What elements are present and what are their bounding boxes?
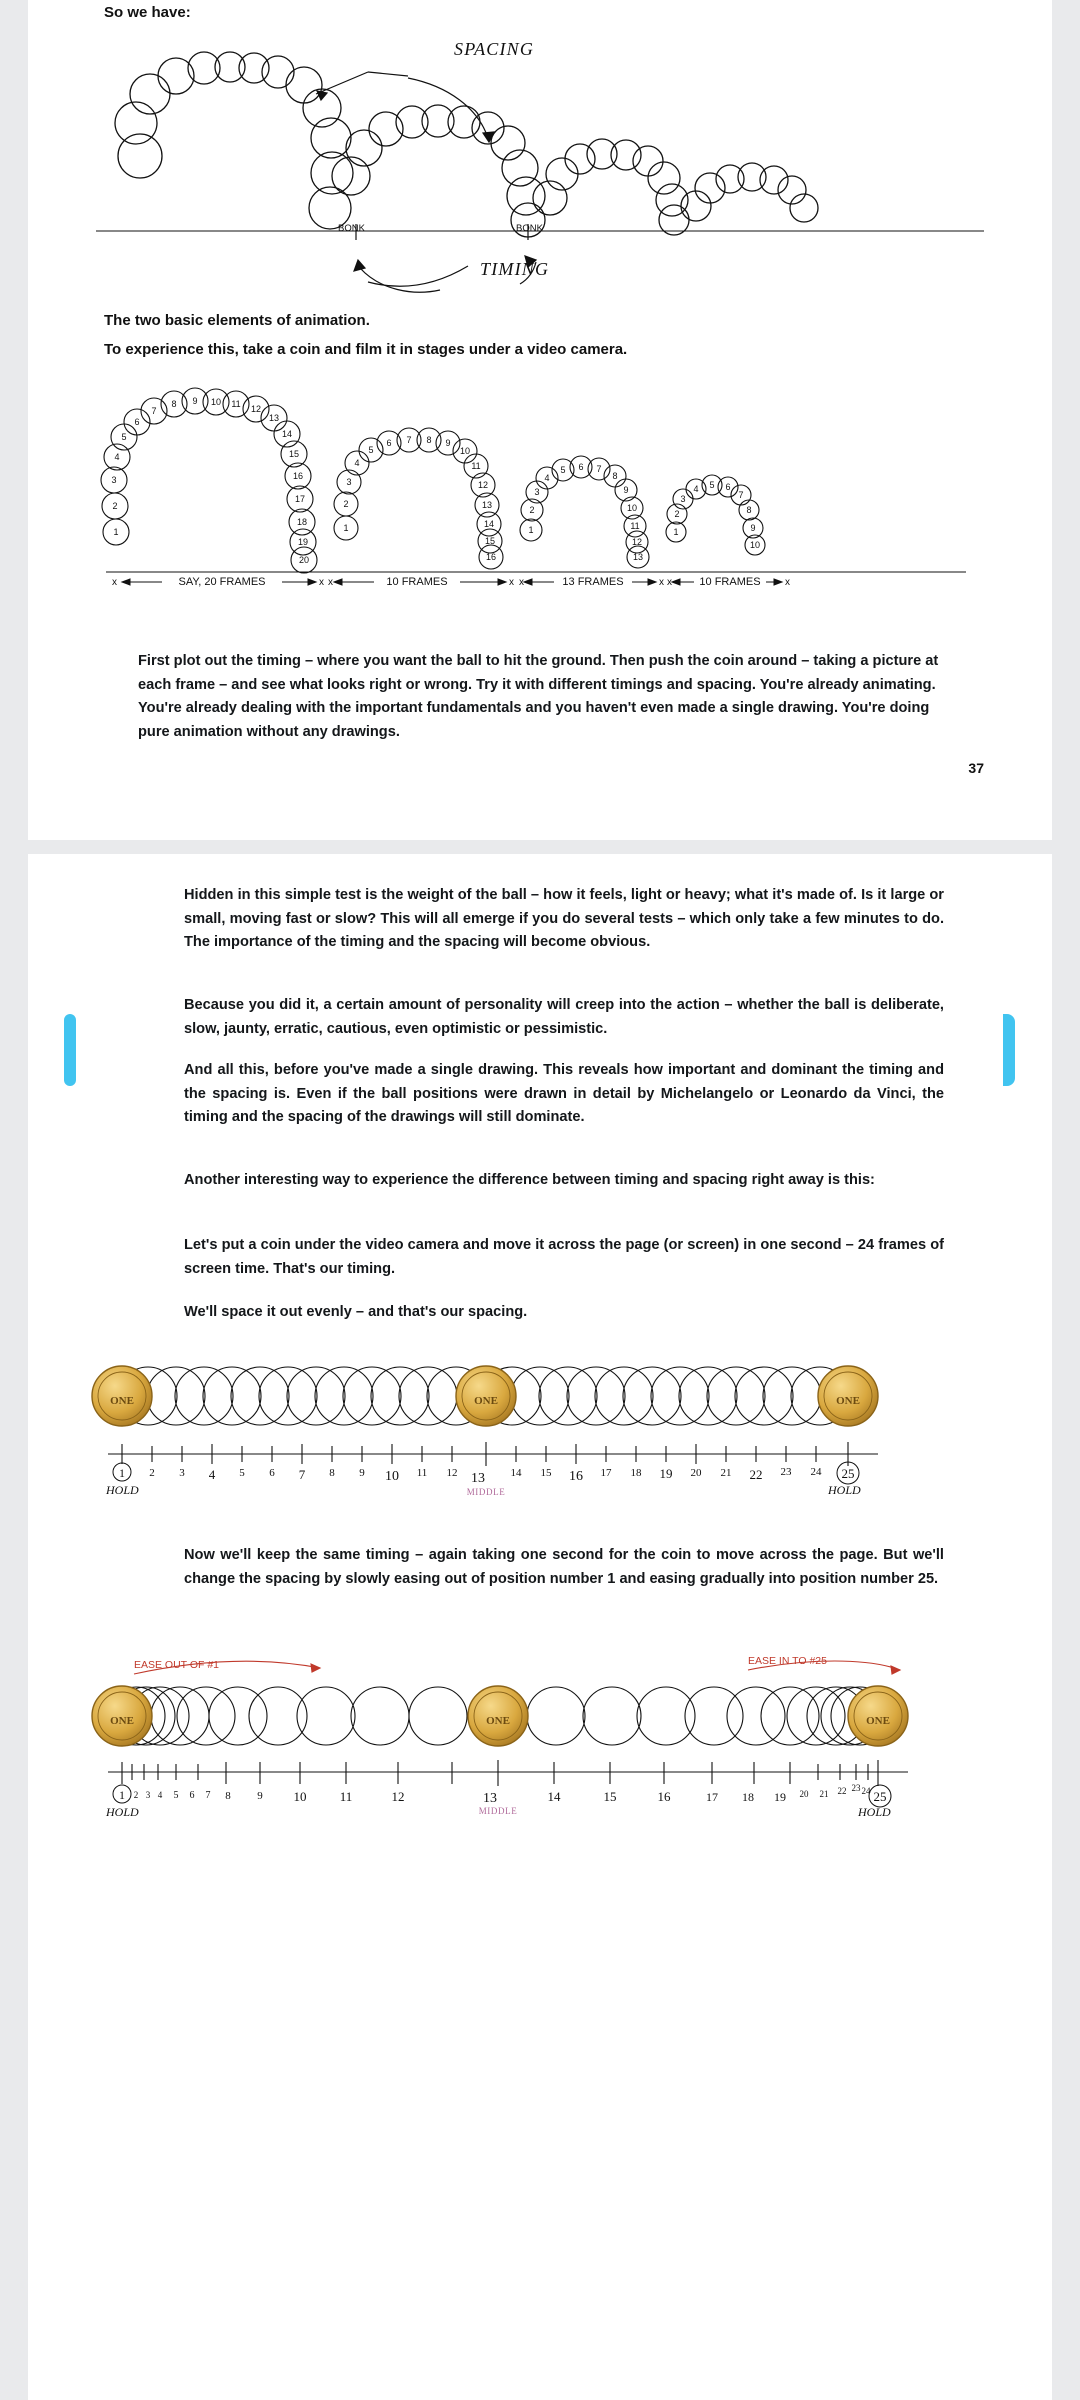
- svg-text:5: 5: [368, 445, 374, 455]
- highlight-bar-left: [64, 1014, 76, 1086]
- svg-text:1: 1: [113, 527, 119, 537]
- svg-text:9: 9: [257, 1790, 263, 1802]
- svg-text:7: 7: [596, 464, 602, 474]
- highlight-bar-right: [1003, 1014, 1015, 1086]
- svg-text:x: x: [319, 577, 324, 588]
- paragraph-5: Let's put a coin under the video camera and move it across the page (or screen) in one second – 24 frames of screen time. That's our timing.: [184, 1237, 944, 1277]
- figure-even-spacing: [88, 1352, 988, 1524]
- svg-text:21: 21: [819, 1789, 829, 1799]
- svg-text:1: 1: [673, 527, 679, 537]
- svg-text:9: 9: [445, 438, 451, 448]
- caption-coin-test: To experience this, take a coin and film it in stages under a video camera.: [104, 341, 628, 358]
- page1-body-text: First plot out the timing – where you want the ball to hit the ground. Then push the coin around – taking a picture at each frame – and see what looks right or wrong. Try it with different timings and spacing. You're already animating. You're already dealing with the important fundamentals and you haven't even made a single drawing. You're doing pure animation without any drawings.: [138, 653, 939, 740]
- svg-text:12: 12: [477, 480, 489, 490]
- svg-text:8: 8: [329, 1467, 335, 1479]
- svg-text:9: 9: [359, 1467, 365, 1479]
- svg-text:11: 11: [416, 1467, 428, 1479]
- svg-text:12: 12: [446, 1467, 458, 1479]
- svg-text:2: 2: [149, 1467, 155, 1479]
- page-number: 37: [968, 760, 984, 776]
- svg-text:6: 6: [725, 482, 731, 492]
- page-2: [28, 854, 1052, 2400]
- svg-text:12: 12: [250, 404, 262, 414]
- middle-number: 13: [471, 1471, 485, 1486]
- svg-text:20: 20: [799, 1789, 809, 1799]
- label-ease-out: EASE OUT OF #1: [134, 1659, 219, 1671]
- svg-text:15: 15: [603, 1789, 617, 1804]
- hold-right-label: HOLD: [828, 1483, 861, 1497]
- svg-text:6: 6: [386, 438, 392, 448]
- svg-text:15: 15: [540, 1467, 552, 1479]
- svg-text:5: 5: [121, 432, 127, 442]
- svg-text:ONE: ONE: [110, 1715, 134, 1727]
- svg-text:19: 19: [659, 1466, 673, 1481]
- svg-text:3: 3: [111, 475, 117, 485]
- svg-text:4: 4: [208, 1467, 216, 1482]
- svg-text:7: 7: [298, 1467, 306, 1482]
- svg-text:3: 3: [680, 494, 686, 504]
- middle-word-2: MIDDLE: [478, 1806, 518, 1816]
- svg-text:6: 6: [578, 462, 584, 472]
- hold-left-label-2: HOLD: [106, 1805, 139, 1819]
- svg-text:18: 18: [742, 1790, 754, 1804]
- label-spacing: SPACING: [454, 39, 535, 59]
- svg-text:4: 4: [354, 458, 360, 468]
- svg-text:1: 1: [119, 1788, 125, 1802]
- paragraph-2: Because you did it, a certain amount of personality will creep into the action – whether the ball is deliberate, slow, jaunty, erratic, cautious, even optimistic or pessimistic.: [184, 997, 944, 1037]
- svg-text:25: 25: [841, 1466, 855, 1481]
- middle-word: MIDDLE: [466, 1487, 506, 1497]
- span-label-1: SAY, 20 FRAMES: [178, 576, 266, 588]
- svg-text:16: 16: [485, 552, 497, 562]
- svg-text:4: 4: [693, 484, 699, 494]
- svg-text:9: 9: [623, 485, 629, 495]
- page-gap: [0, 840, 1080, 854]
- svg-text:23: 23: [780, 1466, 792, 1478]
- svg-text:1: 1: [119, 1466, 125, 1480]
- svg-text:15: 15: [484, 536, 496, 546]
- svg-text:14: 14: [547, 1789, 561, 1804]
- svg-text:3: 3: [179, 1467, 185, 1479]
- svg-text:4: 4: [157, 1790, 163, 1800]
- svg-text:x: x: [112, 577, 117, 588]
- svg-text:13: 13: [632, 552, 644, 562]
- svg-text:9: 9: [750, 523, 756, 533]
- svg-text:10: 10: [293, 1789, 307, 1804]
- svg-text:x: x: [519, 577, 524, 588]
- svg-text:16: 16: [292, 471, 304, 481]
- svg-text:10: 10: [210, 397, 222, 407]
- svg-text:2: 2: [112, 501, 118, 511]
- paragraph-3: And all this, before you've made a single drawing. This reveals how important and dominant the timing and the spacing is. Even if the ball positions were drawn in detail by Michelangelo or Leonardo da Vinci, the timing and the spacing of the drawings will still dominate.: [184, 1062, 944, 1126]
- hold-right-label-2: HOLD: [858, 1805, 891, 1819]
- svg-text:14: 14: [510, 1467, 522, 1479]
- svg-text:ONE: ONE: [110, 1395, 134, 1407]
- svg-text:19: 19: [297, 537, 309, 547]
- svg-text:x: x: [659, 577, 664, 588]
- svg-text:8: 8: [171, 399, 177, 409]
- span-label-4: 10 FRAMES: [699, 576, 761, 588]
- span-label-2: 10 FRAMES: [386, 576, 448, 588]
- svg-text:10: 10: [459, 446, 471, 456]
- svg-text:18: 18: [296, 517, 308, 527]
- svg-text:7: 7: [205, 1790, 211, 1801]
- svg-text:x: x: [509, 577, 514, 588]
- svg-text:x: x: [328, 577, 333, 588]
- label-timing: TIMING: [480, 259, 550, 279]
- page-1: [28, 0, 1052, 840]
- svg-text:2: 2: [529, 505, 535, 515]
- label-bonk-left: BONK: [338, 223, 365, 234]
- svg-text:ONE: ONE: [486, 1715, 510, 1727]
- svg-text:16: 16: [569, 1469, 583, 1484]
- svg-text:11: 11: [339, 1789, 353, 1804]
- svg-text:8: 8: [612, 471, 618, 481]
- svg-text:16: 16: [657, 1789, 671, 1804]
- svg-text:7: 7: [406, 435, 412, 445]
- svg-text:17: 17: [600, 1467, 612, 1479]
- svg-text:2: 2: [674, 509, 680, 519]
- svg-text:25: 25: [873, 1789, 887, 1804]
- svg-text:10: 10: [749, 540, 761, 550]
- figure-bouncing-ball: [68, 28, 1012, 298]
- svg-text:22: 22: [749, 1467, 763, 1482]
- svg-text:6: 6: [134, 417, 140, 427]
- svg-text:1: 1: [343, 523, 349, 533]
- svg-text:14: 14: [483, 519, 495, 529]
- svg-text:24: 24: [810, 1466, 822, 1478]
- svg-text:15: 15: [288, 449, 300, 459]
- svg-text:22: 22: [837, 1786, 847, 1796]
- intro-text: So we have:: [104, 4, 191, 21]
- svg-text:8: 8: [426, 435, 432, 445]
- label-bonk-right: BONK: [516, 223, 543, 234]
- svg-text:3: 3: [534, 487, 540, 497]
- svg-text:x: x: [785, 577, 790, 588]
- svg-text:3: 3: [145, 1790, 151, 1800]
- figure-ease-spacing: [88, 1644, 988, 1824]
- svg-text:10: 10: [626, 503, 638, 513]
- caption-basic-elements: The two basic elements of animation.: [104, 312, 370, 329]
- paragraph-1: Hidden in this simple test is the weight of the ball – how it feels, light or heavy; what it's made of. Is it large or small, moving fast or slow? This will all emerge if you do several tests – which only take a few minutes to do. The importance of the timing and the spacing will become obvious.: [184, 887, 944, 951]
- svg-text:11: 11: [231, 399, 241, 409]
- svg-text:8: 8: [746, 505, 752, 515]
- svg-text:2: 2: [343, 499, 349, 509]
- svg-text:12: 12: [391, 1789, 405, 1804]
- svg-text:8: 8: [225, 1790, 231, 1802]
- svg-text:3: 3: [346, 477, 352, 487]
- figure-numbered-arcs: [76, 382, 1016, 612]
- svg-text:24: 24: [861, 1786, 871, 1796]
- svg-text:x: x: [667, 577, 672, 588]
- svg-text:7: 7: [738, 490, 744, 500]
- svg-text:11: 11: [471, 461, 481, 471]
- svg-text:4: 4: [114, 452, 120, 462]
- svg-text:13: 13: [481, 500, 493, 510]
- svg-text:ONE: ONE: [474, 1395, 498, 1407]
- paragraph-6: We'll space it out evenly – and that's our spacing.: [184, 1304, 528, 1320]
- svg-text:19: 19: [774, 1790, 786, 1804]
- svg-text:18: 18: [630, 1467, 642, 1479]
- svg-text:1: 1: [528, 525, 534, 535]
- svg-text:9: 9: [192, 396, 198, 406]
- svg-text:10: 10: [385, 1469, 399, 1484]
- label-ease-in: EASE IN TO #25: [748, 1655, 827, 1667]
- svg-text:2: 2: [133, 1790, 139, 1800]
- svg-text:4: 4: [544, 473, 550, 483]
- hold-left-label: HOLD: [106, 1483, 139, 1497]
- svg-text:14: 14: [281, 429, 293, 439]
- svg-text:17: 17: [294, 494, 306, 504]
- svg-text:7: 7: [151, 406, 157, 416]
- svg-text:21: 21: [720, 1467, 732, 1479]
- span-label-3: 13 FRAMES: [562, 576, 624, 588]
- paragraph-after-figure: Now we'll keep the same timing – again taking one second for the coin to move across the page. But we'll change the spacing by slowly easing out of position number 1 and easing gradually into position number 25.: [184, 1547, 944, 1587]
- paragraph-4: Another interesting way to experience the difference between timing and spacing right away is this:: [184, 1172, 875, 1188]
- svg-text:5: 5: [239, 1467, 245, 1479]
- svg-text:20: 20: [298, 555, 310, 565]
- svg-text:17: 17: [706, 1790, 718, 1804]
- svg-text:ONE: ONE: [866, 1715, 890, 1727]
- svg-text:6: 6: [189, 1790, 195, 1801]
- svg-text:5: 5: [560, 465, 566, 475]
- svg-text:11: 11: [630, 521, 640, 531]
- svg-text:5: 5: [173, 1790, 179, 1801]
- svg-text:6: 6: [269, 1467, 275, 1479]
- svg-text:12: 12: [631, 537, 643, 547]
- svg-text:13: 13: [268, 413, 280, 423]
- middle-number-2: 13: [483, 1791, 497, 1806]
- svg-text:5: 5: [709, 480, 715, 490]
- svg-text:23: 23: [851, 1783, 861, 1793]
- svg-text:20: 20: [690, 1467, 702, 1479]
- svg-text:ONE: ONE: [836, 1395, 860, 1407]
